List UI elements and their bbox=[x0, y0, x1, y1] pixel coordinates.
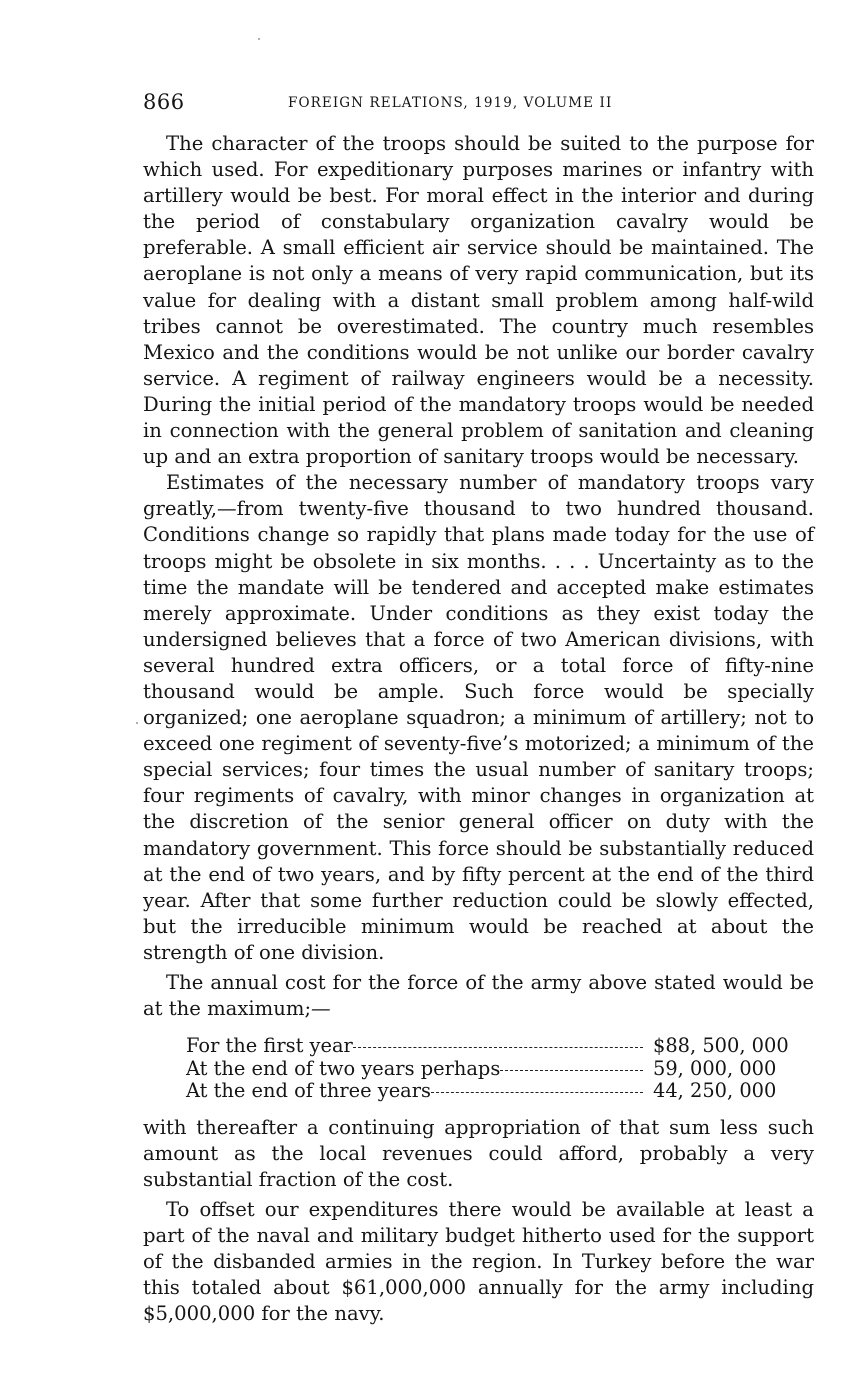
page-number: 866 bbox=[143, 90, 185, 114]
dot-leader bbox=[353, 1047, 643, 1048]
document-page bbox=[143, 84, 814, 1327]
cost-label: At the end of two years perhaps bbox=[186, 1056, 501, 1080]
margin-mark bbox=[136, 722, 138, 724]
cost-value: 44, 250, 000 bbox=[653, 1079, 777, 1103]
cost-row bbox=[186, 1056, 777, 1081]
page-header bbox=[143, 84, 814, 120]
cost-label: For the first year bbox=[186, 1034, 353, 1058]
margin-mark bbox=[258, 38, 260, 40]
paragraph-troop-estimates: Estimates of the necessary number of mandatory troops vary greatly,—from twenty-five thousand to two hundred thousand. Conditions change so rapidly that plans made today for the use of troops might be obsolete in six months. . . . Uncertainty as to the time the mandate will be tendered and accepted make estimates merely approximate. Under conditions as they exist today the undersigned believes that a force of two American divisions, with several hundred extra officers, or a total force of fifty-nine thousand would be ample. Such force would be specially organized; one aeroplane squadron; a minimum of artillery; not to exceed one regiment of seventy-five’s motorized; a minimum of the special services; four times the usual number of sanitary troops; four regiments of cavalry, with minor changes in organization at the discretion of the senior general officer on duty with the mandatory government. This force should be substantially reduced at the end of two years, and by fifty percent at the end of the third year. After that some further reduction could be slowly effected, but the irreducible minimum would be reached at about the strength of one division. bbox=[143, 471, 814, 964]
paragraph-troop-character: The character of the troops should be suited to the purpose for which used. For expeditionary purposes marines or infantry with artillery would be best. For moral effect in the interior and during the period of constabulary organization cavalry would be preferable. A small efficient air service should be maintained. The aeroplane is not only a means of very rapid communication, but its value for dealing with a distant small problem among half-wild tribes cannot be overestimated. The country much resembles Mexico and the conditions would be not unlike our border cavalry service. A regiment of railway engineers would be a necessity. During the initial period of the mandatory troops would be needed in connection with the general problem of sanitation and cleaning up and an extra proportion of sanitary troops would be necessary. bbox=[143, 132, 814, 469]
paragraph-continuing-appropriation: with thereafter a continuing appropriation of that sum less such amount as the local revenues could afford, probably a very substantial fraction of the cost. bbox=[143, 1115, 814, 1191]
cost-row bbox=[186, 1034, 789, 1058]
paragraph-offset-expenditures: To offset our expenditures there would be available at least a part of the naval and military budget hitherto used for the support of the disbanded armies in the region. In Turkey before the war this totaled about $61,000,000 annually for the army including $5,000,000 for the navy. bbox=[143, 1197, 814, 1326]
cost-table bbox=[186, 1034, 789, 1103]
cost-row bbox=[186, 1079, 777, 1103]
cost-value: 59, 000, 000 bbox=[653, 1056, 777, 1080]
cost-label: At the end of three years bbox=[186, 1079, 431, 1103]
dot-leader bbox=[500, 1070, 643, 1071]
running-head: FOREIGN RELATIONS, 1919, VOLUME II bbox=[288, 95, 613, 111]
cost-value: $88, 500, 000 bbox=[653, 1034, 789, 1058]
dot-leader bbox=[431, 1092, 643, 1093]
paragraph-annual-cost: The annual cost for the force of the army above stated would be at the maximum;— bbox=[143, 971, 814, 1021]
